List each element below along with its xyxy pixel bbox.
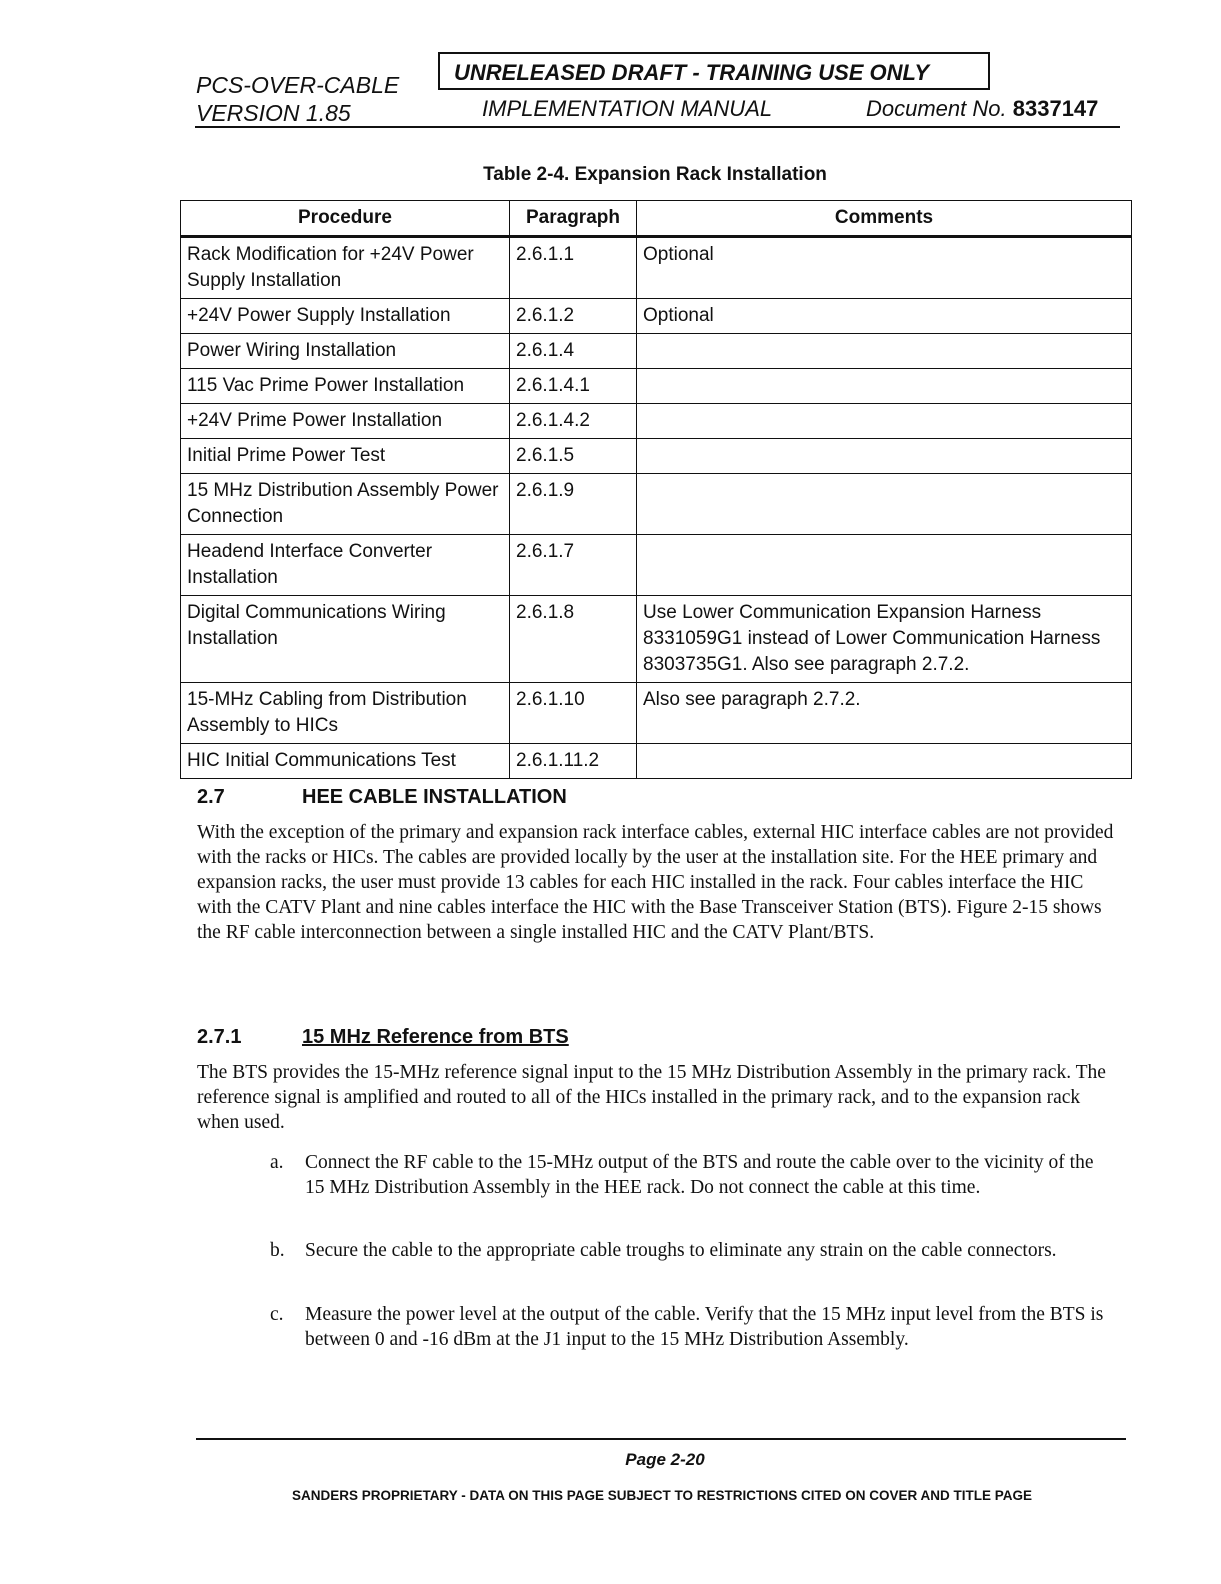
procedure-cell: +24V Power Supply Installation xyxy=(181,299,510,334)
header-rule xyxy=(195,126,1120,128)
table-row xyxy=(181,404,1132,439)
step-text: Secure the cable to the appropriate cable troughs to eliminate any strain on the cable connectors. xyxy=(305,1240,1057,1261)
subsection-body: The BTS provides the 15-MHz reference signal input to the 15 MHz Distribution Assembly in the primary rack. The reference signal is amplified and routed to all of the HICs installed in the primary rack, and to the expansion rack when used. xyxy=(197,1062,1106,1133)
subsection-title: 15 MHz Reference from BTS xyxy=(302,1026,569,1048)
table-row xyxy=(181,474,1132,535)
procedure-cell: +24V Prime Power Installation xyxy=(181,404,510,439)
step-text: Measure the power level at the output of the cable. Verify that the 15 MHz input level from the BTS is between 0 and -16 dBm at the J1 input to the 15 MHz Distribution Assembly. xyxy=(305,1304,1104,1350)
comments-cell xyxy=(637,535,1132,596)
table-row xyxy=(181,596,1132,683)
table-row xyxy=(181,369,1132,404)
comments-cell xyxy=(637,439,1132,474)
column-header: Paragraph xyxy=(510,201,637,237)
procedure-cell: 15 MHz Distribution Assembly Power Connection xyxy=(181,474,510,535)
step-text: Connect the RF cable to the 15-MHz output of the BTS and route the cable over to the vicinity of the 15 MHz Distribution Assembly in the HEE rack. Do not connect the cable at this time. xyxy=(305,1152,1094,1198)
section-body: With the exception of the primary and expansion rack interface cables, external HIC interface cables are not provided with the racks or HICs. The cables are provided locally by the user at the installation site. For the HEE primary and expansion racks, the user must provide 13 cables for each HIC installed in the rack. Four cables interface the HIC with the CATV Plant and nine cables interface the HIC with the Base Transceiver Station (BTS). Figure 2-15 shows the RF cable interconnection between a single installed HIC and the CATV Plant/BTS. xyxy=(197,822,1114,943)
procedure-cell: Power Wiring Installation xyxy=(181,334,510,369)
procedure-cell: Initial Prime Power Test xyxy=(181,439,510,474)
paragraph-cell: 2.6.1.10 xyxy=(510,683,637,744)
product-name: PCS-OVER-CABLE xyxy=(196,72,400,98)
comments-cell: Optional xyxy=(637,237,1132,299)
comments-cell xyxy=(637,474,1132,535)
table-row xyxy=(181,299,1132,334)
section-title: HEE CABLE INSTALLATION xyxy=(302,786,567,808)
proprietary-notice: SANDERS PROPRIETARY - DATA ON THIS PAGE SUBJECT TO RESTRICTIONS CITED ON COVER AND TITLE PAGE xyxy=(291,1488,1033,1503)
table-row xyxy=(181,334,1132,369)
step-marker: b. xyxy=(270,1240,285,1261)
table-caption: Table 2-4. Expansion Rack Installation xyxy=(483,164,827,185)
paragraph-cell: 2.6.1.4.1 xyxy=(510,369,637,404)
paragraph-cell: 2.6.1.11.2 xyxy=(510,744,637,779)
procedure-cell: Headend Interface Converter Installation xyxy=(181,535,510,596)
step-marker: a. xyxy=(270,1152,284,1173)
comments-cell: Optional xyxy=(637,299,1132,334)
table-row xyxy=(181,439,1132,474)
procedure-cell: 115 Vac Prime Power Installation xyxy=(181,369,510,404)
paragraph-cell: 2.6.1.9 xyxy=(510,474,637,535)
paragraph-cell: 2.6.1.4.2 xyxy=(510,404,637,439)
paragraph-cell: 2.6.1.2 xyxy=(510,299,637,334)
procedure-cell: Digital Communications Wiring Installation xyxy=(181,596,510,683)
comments-cell xyxy=(637,369,1132,404)
table-row xyxy=(181,683,1132,744)
doc-label: Document No. xyxy=(866,96,1007,121)
footer-rule xyxy=(196,1438,1126,1440)
paragraph-cell: 2.6.1.5 xyxy=(510,439,637,474)
column-header: Procedure xyxy=(181,201,510,237)
section-number: 2.7 xyxy=(197,786,225,808)
page-number: Page 2-20 xyxy=(625,1450,705,1469)
step-c xyxy=(270,1302,1115,1352)
version: VERSION 1.85 xyxy=(196,100,351,126)
comments-cell xyxy=(637,334,1132,369)
column-header: Comments xyxy=(637,201,1132,237)
step-marker: c. xyxy=(270,1304,284,1325)
subsection-number: 2.7.1 xyxy=(197,1026,242,1048)
comments-cell xyxy=(637,744,1132,779)
table-row xyxy=(181,237,1132,299)
table-row xyxy=(181,535,1132,596)
manual-title: IMPLEMENTATION MANUAL xyxy=(482,96,773,121)
draft-notice: UNRELEASED DRAFT - TRAINING USE ONLY xyxy=(438,52,990,90)
procedure-cell: Rack Modification for +24V Power Supply Installation xyxy=(181,237,510,299)
comments-cell xyxy=(637,404,1132,439)
paragraph-cell: 2.6.1.4 xyxy=(510,334,637,369)
expansion-rack-table xyxy=(180,200,1132,779)
comments-cell: Use Lower Communication Expansion Harness 8331059G1 instead of Lower Communication Harness 8303735G1. Also see paragraph 2.7.2. xyxy=(637,596,1132,683)
document-number xyxy=(866,96,1098,122)
doc-number: 8337147 xyxy=(1012,96,1099,121)
comments-cell: Also see paragraph 2.7.2. xyxy=(637,683,1132,744)
procedure-cell: HIC Initial Communications Test xyxy=(181,744,510,779)
paragraph-cell: 2.6.1.7 xyxy=(510,535,637,596)
step-a xyxy=(270,1150,1115,1200)
step-b xyxy=(270,1238,1115,1263)
table-row xyxy=(181,744,1132,779)
paragraph-cell: 2.6.1.1 xyxy=(510,237,637,299)
paragraph-cell: 2.6.1.8 xyxy=(510,596,637,683)
procedure-cell: 15-MHz Cabling from Distribution Assembly to HICs xyxy=(181,683,510,744)
